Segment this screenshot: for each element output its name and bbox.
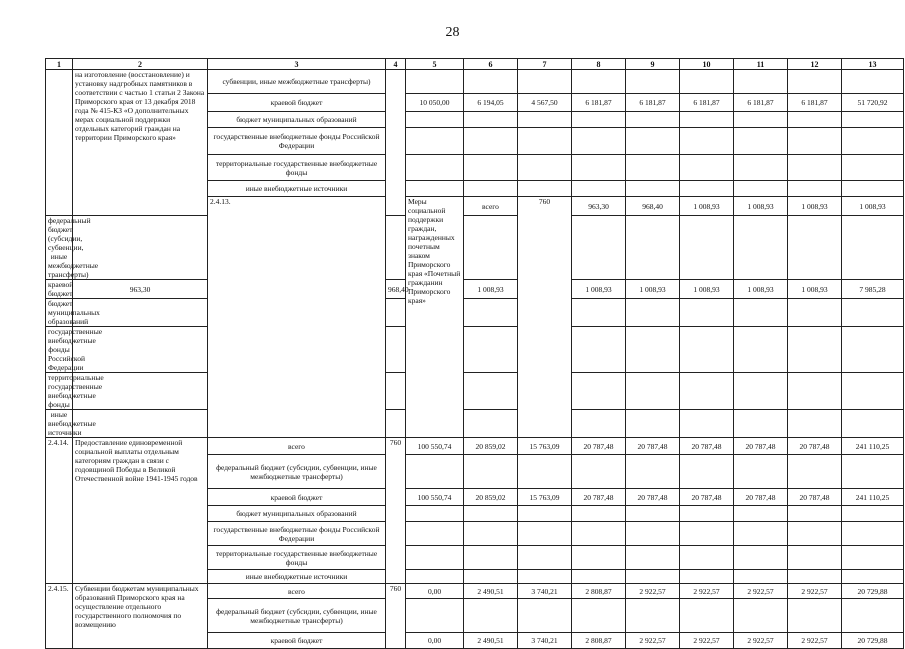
- source-state-funds: государственные внебюджетные фонды Российской Федерации: [46, 327, 73, 373]
- value-cell: 15 763,09: [518, 489, 572, 506]
- col-header: 12: [788, 59, 842, 70]
- source-state-funds: государственные внебюджетные фонды Российской Федерации: [208, 128, 386, 155]
- value-cell: 1 008,93: [788, 280, 842, 299]
- value-cell: 1 008,93: [680, 280, 734, 299]
- value-cell: 20 787,48: [626, 489, 680, 506]
- source-municipal: бюджет муниципальных образований: [208, 506, 386, 522]
- table-row: [46, 584, 904, 599]
- item-code: [46, 70, 73, 216]
- col-header: 2: [73, 59, 208, 70]
- value-cell: 241 110,25: [842, 438, 904, 455]
- page-number: 28: [445, 25, 460, 40]
- source-municipal: бюджет муниципальных образований: [208, 112, 386, 128]
- value-cell: 1 008,93: [464, 280, 518, 299]
- source-total: всего: [208, 438, 386, 455]
- value-cell: 3 740,21: [518, 633, 572, 649]
- col-header: 3: [208, 59, 386, 70]
- value-cell: 6 181,87: [680, 94, 734, 112]
- value-cell: 51 720,92: [842, 94, 904, 112]
- source-state-funds: государственные внебюджетные фонды Российской Федерации: [208, 522, 386, 546]
- col-header: 6: [464, 59, 518, 70]
- value-cell: 20 787,48: [788, 438, 842, 455]
- source-territorial: территориальные государственные внебюджетные фонды: [208, 546, 386, 570]
- value-cell: 2 922,57: [734, 584, 788, 599]
- value-cell: 2 922,57: [680, 633, 734, 649]
- header-row: [46, 59, 904, 70]
- item-code: 2.4.15.: [46, 584, 73, 649]
- source-regional: краевой бюджет: [46, 280, 73, 299]
- col-header: 8: [572, 59, 626, 70]
- value-cell: 2 490,51: [464, 584, 518, 599]
- value-cell: 20 787,48: [734, 489, 788, 506]
- value-cell: 968,40: [626, 197, 680, 216]
- source-territorial: территориальные государственные внебюджетные фонды: [208, 155, 386, 181]
- value-cell: 2 922,57: [626, 584, 680, 599]
- source-municipal: бюджет муниципальных образований: [46, 299, 73, 327]
- value-cell: 2 922,57: [734, 633, 788, 649]
- item-description: Субвенции бюджетам муниципальных образований Приморского края на осуществление отдельного государственного полномочия по возмещению: [73, 584, 208, 649]
- source-territorial: территориальные государственные внебюджетные фонды: [46, 373, 73, 410]
- col-header: 7: [518, 59, 572, 70]
- value-cell: 20 787,48: [572, 438, 626, 455]
- value-cell: 20 787,48: [734, 438, 788, 455]
- value-cell: 15 763,09: [518, 438, 572, 455]
- source-federal: федеральный бюджет (субсидии, субвенции, иные межбюджетные трансферты): [208, 599, 386, 633]
- value-cell: 100 550,74: [406, 438, 464, 455]
- value-cell: 3 740,21: [518, 584, 572, 599]
- value-cell: 20 859,02: [464, 489, 518, 506]
- value-cell: 6 194,05: [464, 94, 518, 112]
- value-cell: 1 008,93: [734, 280, 788, 299]
- value-cell: 963,30: [73, 280, 208, 299]
- source-regional: краевой бюджет: [208, 489, 386, 506]
- value-cell: 241 110,25: [842, 489, 904, 506]
- value-cell: 20 787,48: [680, 438, 734, 455]
- funding-table: [45, 58, 904, 649]
- source-federal: федеральный бюджет (субсидии, субвенции, иные межбюджетные трансферты): [46, 216, 73, 280]
- value-cell: 2 922,57: [626, 633, 680, 649]
- value-cell: 20 859,02: [464, 438, 518, 455]
- item-description: Предоставление единовременной социальной выплаты отдельным категориям граждан в связи с годовщиной Победы в Великой Отечественной войне 1941-1945 годов: [73, 438, 208, 584]
- table-row: [46, 70, 904, 94]
- col-header: 10: [680, 59, 734, 70]
- table-row: [46, 327, 904, 373]
- source-other: иные внебюджетные источники: [208, 570, 386, 584]
- value-cell: 1 008,93: [680, 197, 734, 216]
- value-cell: 10 050,00: [406, 94, 464, 112]
- value-cell: 2 922,57: [788, 633, 842, 649]
- table-row: [46, 438, 904, 455]
- col-header: 1: [46, 59, 73, 70]
- table-row: [46, 373, 904, 410]
- value-cell: 20 729,88: [842, 584, 904, 599]
- col-header: 11: [734, 59, 788, 70]
- value-cell: 100 550,74: [406, 489, 464, 506]
- item-col4: [386, 70, 406, 216]
- value-cell: 0,00: [406, 633, 464, 649]
- item-col4: 760: [386, 584, 406, 649]
- value-cell: 4 567,50: [518, 94, 572, 112]
- col-header: 13: [842, 59, 904, 70]
- item-description: на изготовление (восстановление) и установку надгробных памятников в соответствии с частью 1 статьи 2 Закона Приморского края от 13 декабря 2018 года № 415-КЗ «О дополнительных мерах социальной поддержки отдельных категорий граждан на территории Приморского края»: [73, 70, 208, 216]
- source-other: иные внебюджетные источники: [208, 181, 386, 197]
- value-cell: 6 181,87: [788, 94, 842, 112]
- item-col4: 760: [518, 197, 572, 438]
- col-header: 4: [386, 59, 406, 70]
- value-cell: 20 787,48: [572, 489, 626, 506]
- item-code: 2.4.14.: [46, 438, 73, 584]
- col-header: 9: [626, 59, 680, 70]
- value-cell: 20 729,88: [842, 633, 904, 649]
- value-cell: 7 985,28: [842, 280, 904, 299]
- source-federal: федеральный бюджет (субсидии, субвенции, иные межбюджетные трансферты): [208, 455, 386, 489]
- value-cell: 20 787,48: [626, 438, 680, 455]
- value-cell: 2 922,57: [680, 584, 734, 599]
- source-federal: субвенции, иные межбюджетные трансферты): [208, 70, 386, 94]
- value-cell: 963,30: [572, 197, 626, 216]
- source-other: иные внебюджетные источники: [46, 410, 73, 438]
- value-cell: 968,40: [386, 280, 406, 299]
- value-cell: 2 922,57: [788, 584, 842, 599]
- value-cell: 1 008,93: [626, 280, 680, 299]
- table-row: [46, 410, 904, 438]
- item-description: Меры социальной поддержки граждан, награжденных почетным знаком Приморского края «Почетный гражданин Приморского края»: [406, 197, 464, 438]
- value-cell: 6 181,87: [626, 94, 680, 112]
- source-total: всего: [208, 584, 386, 599]
- table-row: [46, 299, 904, 327]
- value-cell: 1 008,93: [842, 197, 904, 216]
- col-header: 5: [406, 59, 464, 70]
- value-cell: 20 787,48: [788, 489, 842, 506]
- value-cell: 6 181,87: [572, 94, 626, 112]
- value-cell: 1 008,93: [572, 280, 626, 299]
- value-cell: 2 490,51: [464, 633, 518, 649]
- source-regional: краевой бюджет: [208, 94, 386, 112]
- source-total: всего: [464, 197, 518, 216]
- value-cell: 6 181,87: [734, 94, 788, 112]
- value-cell: 2 808,87: [572, 633, 626, 649]
- value-cell: 20 787,48: [680, 489, 734, 506]
- table-row: [46, 280, 904, 299]
- item-code: 2.4.13.: [208, 197, 386, 438]
- source-regional: краевой бюджет: [208, 633, 386, 649]
- value-cell: 2 808,87: [572, 584, 626, 599]
- table-row: [46, 216, 904, 280]
- value-cell: 1 008,93: [788, 197, 842, 216]
- value-cell: 1 008,93: [734, 197, 788, 216]
- value-cell: 0,00: [406, 584, 464, 599]
- item-col4: 760: [386, 438, 406, 584]
